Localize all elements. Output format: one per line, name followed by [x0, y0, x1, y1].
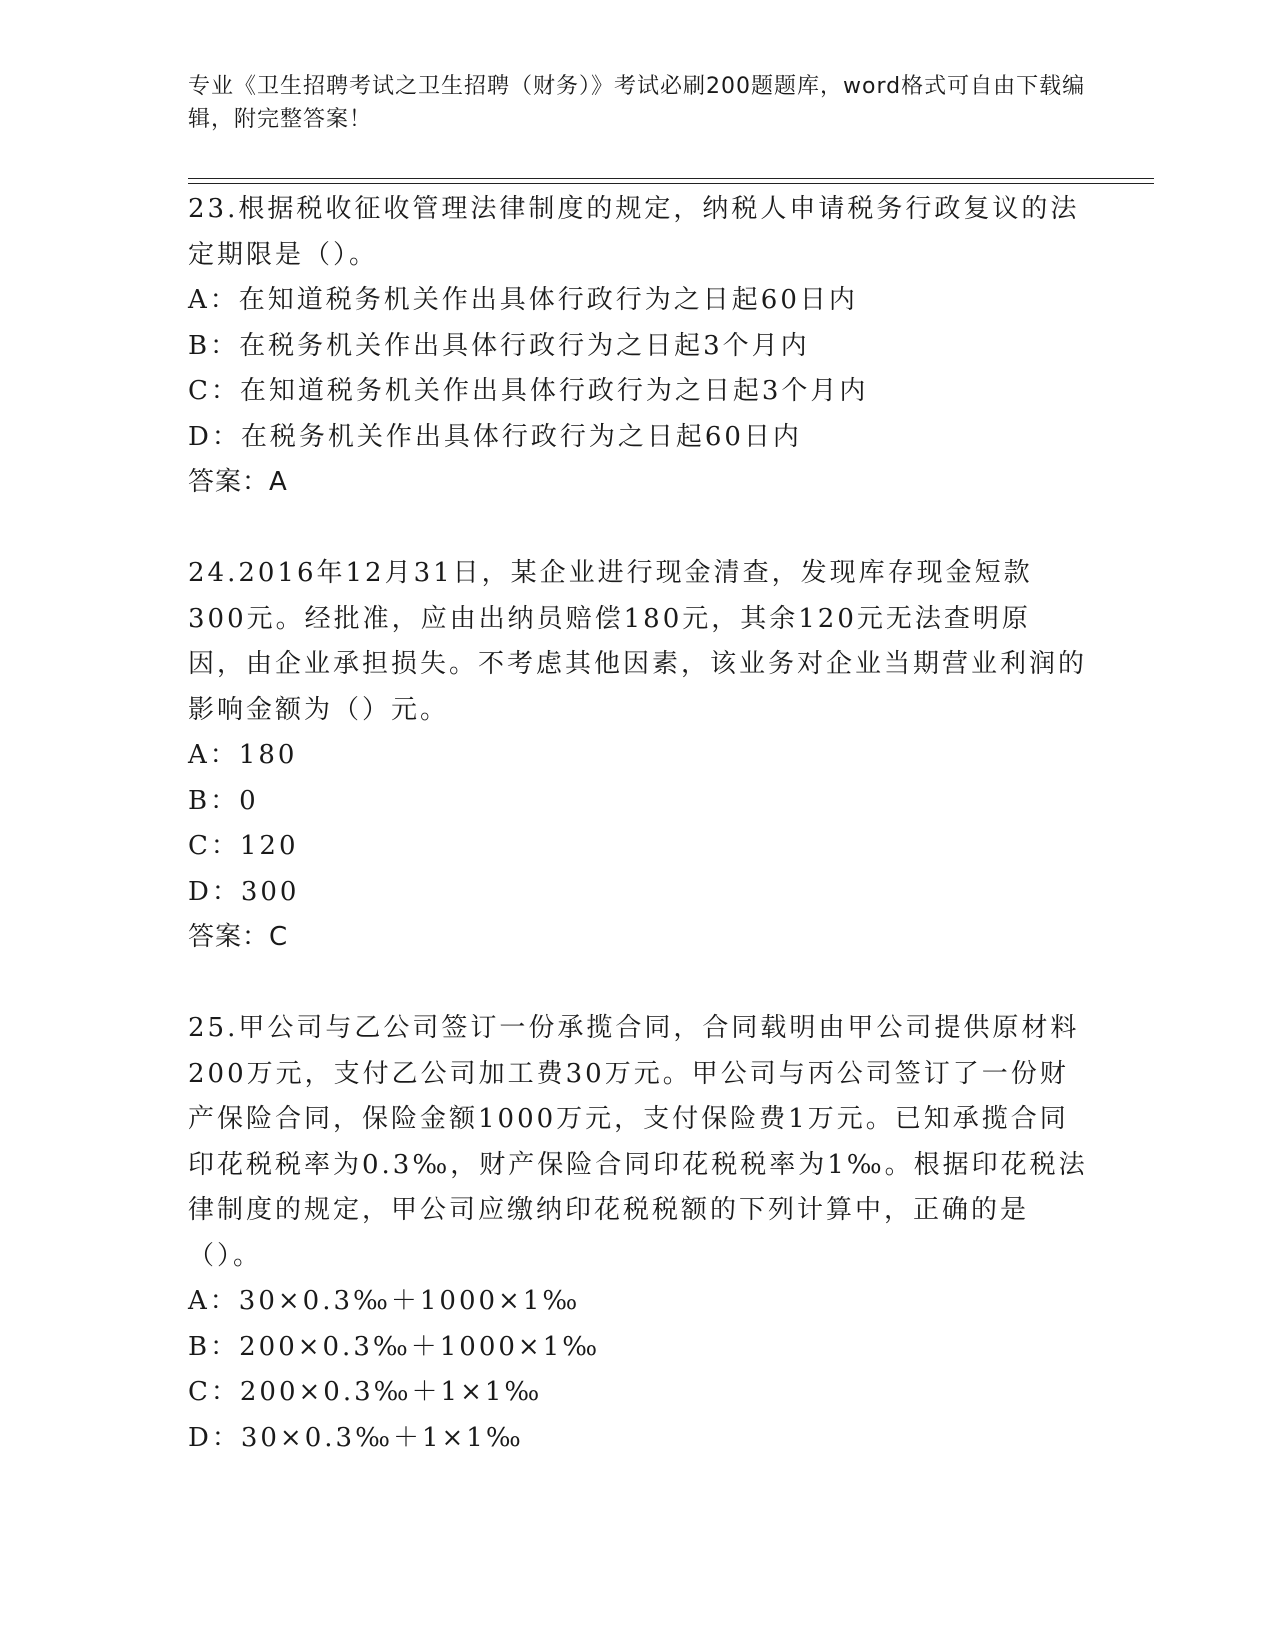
option-c: C：120 — [188, 831, 299, 861]
option-c: C：在知道税务机关作出具体行政行为之日起3个月内 — [188, 376, 869, 406]
option-d: D：30×0.3‰＋1×1‰ — [188, 1422, 524, 1453]
answer: 答案：C — [188, 922, 289, 952]
document-header: 专业《卫生招聘考试之卫生招聘（财务）》考试必刷200题题库，word格式可自由下载编辑，附完整答案！ — [188, 74, 1086, 132]
question-stem: 24.2016年12月31日，某企业进行现金清查，发现库存现金短款300元。经批准，应由出纳员赔偿180元，其余120元无法查明原因，由企业承担损失。不考虑其他因素，该业务对企业当期营业利润的影响金额为（）元。 — [188, 558, 1088, 725]
question-25 — [188, 1006, 1088, 1461]
option-a: A：在知道税务机关作出具体行政行为之日起60日内 — [188, 285, 858, 315]
answer: 答案：A — [188, 467, 288, 497]
question-list — [188, 187, 1088, 1461]
option-d: D：在税务机关作出具体行政行为之日起60日内 — [188, 421, 802, 452]
question-stem: 25.甲公司与乙公司签订一份承揽合同，合同载明由甲公司提供原材料200万元，支付乙公司加工费30万元。甲公司与丙公司签订了一份财产保险合同，保险金额1000万元，支付保险费1万元。已知承揽合同印花税税率为0.3‰，财产保险合同印花税税率为1‰。根据印花税法律制度的规定，甲公司应缴纳印花税税额的下列计算中，正确的是（）。 — [188, 1013, 1088, 1271]
question-24 — [188, 551, 1088, 961]
question-spacer — [188, 961, 1088, 1007]
question-spacer — [188, 506, 1088, 552]
question-23 — [188, 187, 1088, 506]
option-b: B：在税务机关作出具体行政行为之日起3个月内 — [188, 330, 810, 361]
option-a: A：30×0.3‰＋1000×1‰ — [188, 1286, 581, 1316]
header-rule-top — [188, 178, 1154, 179]
option-a: A：180 — [188, 740, 298, 770]
header-rule-bottom — [188, 183, 1154, 184]
option-b: B：0 — [188, 785, 259, 816]
option-b: B：200×0.3‰＋1000×1‰ — [188, 1331, 601, 1362]
option-c: C：200×0.3‰＋1×1‰ — [188, 1377, 543, 1407]
question-stem: 23.根据税收征收管理法律制度的规定，纳税人申请税务行政复议的法定期限是（）。 — [188, 194, 1080, 270]
option-d: D：300 — [188, 876, 300, 907]
